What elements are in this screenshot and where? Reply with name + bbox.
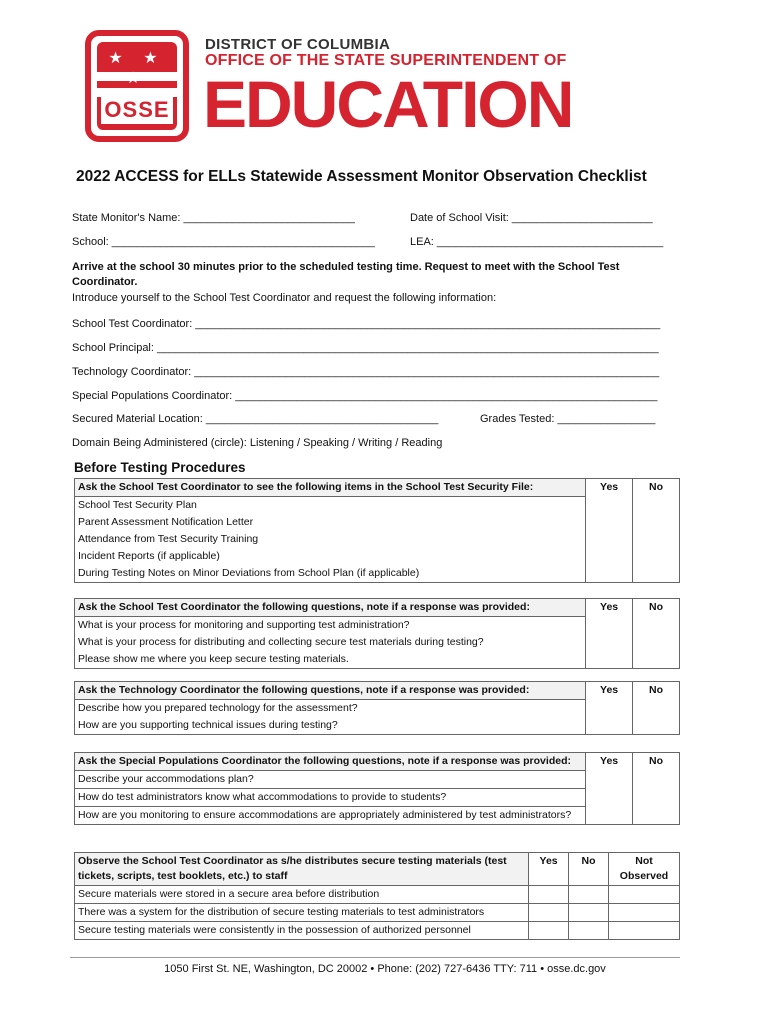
not-observed-cell[interactable] — [609, 922, 680, 940]
table-row: Describe your accommodations plan? — [75, 771, 586, 789]
school-field: School: ___________________________________________ — [72, 236, 375, 248]
osse-logo — [85, 30, 189, 142]
visit-date-field: Date of School Visit: _______________________ — [410, 212, 653, 224]
table-row: Secure materials were stored in a secure area before distribution — [75, 886, 529, 904]
table-header: Ask the Technology Coordinator the following questions, note if a response was provided: — [75, 682, 586, 700]
table-row: Attendance from Test Security Training — [75, 531, 586, 548]
no-column[interactable]: No — [633, 753, 680, 825]
no-column[interactable]: No — [633, 599, 680, 669]
secured-location-field: Secured Material Location: ______________________________________ — [72, 413, 439, 425]
table-header: Ask the School Test Coordinator to see the following items in the School Test Security File: — [75, 479, 586, 497]
no-column[interactable]: No — [633, 682, 680, 735]
footer-divider — [70, 957, 680, 958]
tech-questions-table — [74, 681, 680, 735]
not-observed-cell[interactable] — [609, 886, 680, 904]
yes-column-header: Yes — [529, 853, 569, 886]
table-row: There was a system for the distribution of secure testing materials to test administrators — [75, 904, 529, 922]
yes-column[interactable]: Yes — [586, 753, 633, 825]
arrive-instruction-2: Coordinator. — [72, 276, 138, 288]
yes-cell[interactable] — [529, 922, 569, 940]
yes-column[interactable]: Yes — [586, 599, 633, 669]
domain-field: Domain Being Administered (circle): Listening / Speaking / Writing / Reading — [72, 437, 443, 449]
table-row: Please show me where you keep secure testing materials. — [75, 651, 586, 669]
not-observed-column-header: Not Observed — [609, 853, 680, 886]
no-column[interactable]: No — [633, 479, 680, 583]
no-cell[interactable] — [569, 904, 609, 922]
org-line-3: EDUCATION — [203, 67, 573, 141]
security-file-table — [74, 478, 680, 583]
yes-column[interactable]: Yes — [586, 682, 633, 735]
yes-cell[interactable] — [529, 886, 569, 904]
no-column-header: No — [569, 853, 609, 886]
tech-coordinator-field: Technology Coordinator: ____________________________________________________________________________ — [72, 366, 660, 378]
table-row: Secure testing materials were consistently in the possession of authorized personnel — [75, 922, 529, 940]
table-row: School Test Security Plan — [75, 497, 586, 515]
yes-cell[interactable] — [529, 904, 569, 922]
spc-questions-table — [74, 752, 680, 825]
table-row: Incident Reports (if applicable) — [75, 548, 586, 565]
monitor-name-field: State Monitor's Name: ____________________________ — [72, 212, 355, 224]
table-row: How are you monitoring to ensure accommodations are appropriately administered by test administrators? — [75, 807, 586, 825]
table-row: During Testing Notes on Minor Deviations from School Plan (if applicable) — [75, 565, 586, 583]
spc-field: Special Populations Coordinator: _____________________________________________________________________ — [72, 390, 658, 402]
table-header: Ask the School Test Coordinator the following questions, note if a response was provided: — [75, 599, 586, 617]
stars-icon: ★ ★ — [108, 50, 166, 67]
stc-field: School Test Coordinator: ____________________________________________________________________________ — [72, 318, 661, 330]
table-row: Describe how you prepared technology for the assessment? — [75, 700, 586, 718]
distribution-observation-table — [74, 852, 680, 940]
table-row: How do test administrators know what accommodations to provide to students? — [75, 789, 586, 807]
org-line-2: OFFICE OF THE STATE SUPERINTENDENT OF — [205, 52, 567, 69]
not-observed-cell[interactable] — [609, 904, 680, 922]
stc-questions-table — [74, 598, 680, 669]
section-title: Before Testing Procedures — [74, 460, 246, 475]
table-row: Parent Assessment Notification Letter — [75, 514, 586, 531]
no-cell[interactable] — [569, 922, 609, 940]
table-row: What is your process for distributing and collecting secure test materials during testing? — [75, 634, 586, 651]
logo-text: OSSE — [101, 96, 173, 124]
introduce-instruction: Introduce yourself to the School Test Coordinator and request the following information: — [72, 292, 497, 304]
page-title: 2022 ACCESS for ELLs Statewide Assessment Monitor Observation Checklist — [76, 168, 647, 185]
no-cell[interactable] — [569, 886, 609, 904]
yes-column[interactable]: Yes — [586, 479, 633, 583]
grades-tested-field: Grades Tested: ________________ — [480, 413, 656, 425]
org-line-1: DISTRICT OF COLUMBIA — [205, 36, 391, 53]
table-header: Observe the School Test Coordinator as s/he distributes secure testing materials (test tickets, scripts, test booklets, etc.) to staff — [75, 853, 529, 886]
footer-address: 1050 First St. NE, Washington, DC 20002 • Phone: (202) 727-6436 TTY: 711 • osse.dc.gov — [164, 963, 606, 975]
table-row: How are you supporting technical issues during testing? — [75, 717, 586, 735]
table-row: What is your process for monitoring and supporting test administration? — [75, 617, 586, 635]
lea-field: LEA: _____________________________________ — [410, 236, 664, 248]
principal-field: School Principal: __________________________________________________________________________________ — [72, 342, 659, 354]
table-header: Ask the Special Populations Coordinator the following questions, note if a response was provided: — [75, 753, 586, 771]
arrive-instruction-1: Arrive at the school 30 minutes prior to the scheduled testing time. Request to meet with the School Test — [72, 261, 620, 273]
